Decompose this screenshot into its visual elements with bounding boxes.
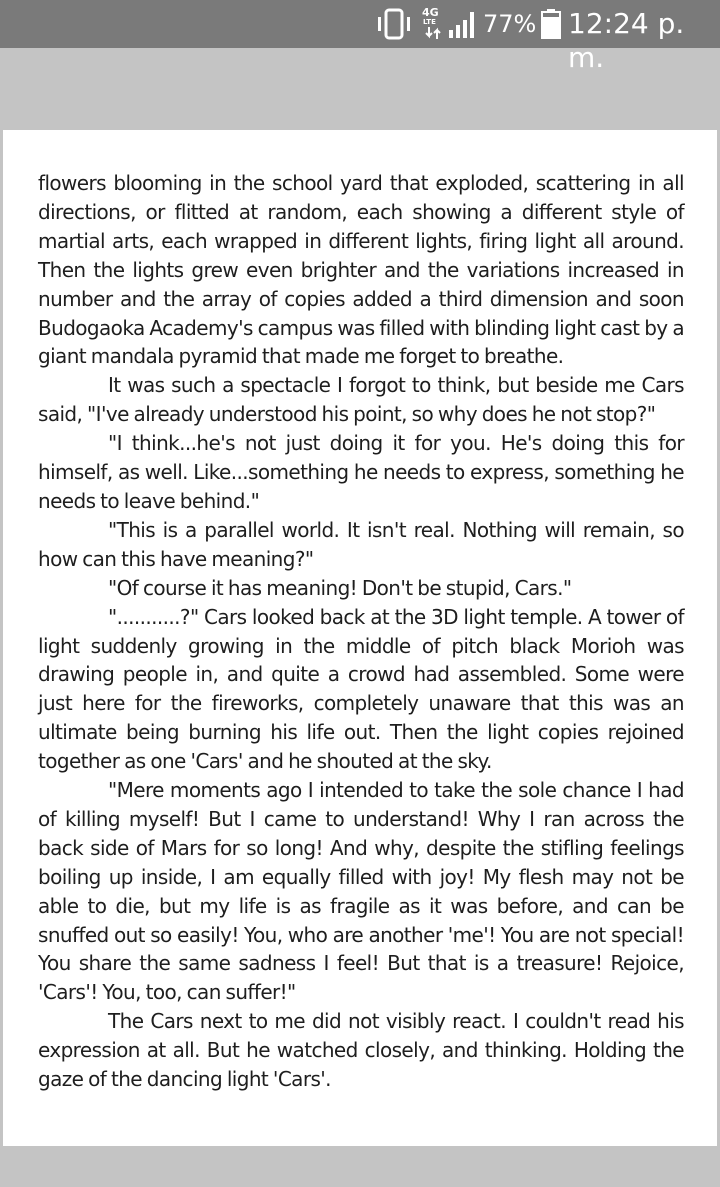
paragraph: "Mere moments ago I intended to take the sole chance I had of killing myself! But I came to understand! Why I ran across the back side of Mars for so long! And why, despite the stifling feelings boiling up inside, I am equally filled with joy! My flesh may not be able to die, but my life is as fragile as it was before, and can be snuffed out so easily! You, who are another 'me'! You are not special! You share the same sadness I feel! But that is a treasure! Rejoice, 'Cars'! You, too, can suffer!": [38, 778, 684, 1005]
status-bar: [0, 0, 720, 74]
clock: 12:24 p. m.: [568, 7, 685, 74]
vibrate-icon: [375, 8, 413, 40]
data-arrows-icon: [424, 27, 442, 39]
battery-icon: [541, 9, 561, 39]
network-sub: LTE: [423, 18, 436, 26]
document-page: [3, 130, 717, 1146]
paragraph: "...........?" Cars looked back at the 3D light temple. A tower of light suddenly growing in the middle of pitch black Morioh was drawing people in, and quite a crowd had assembled. Some were just here for the fireworks, completely unaware that this was an ultimate being burning his life out. Then the light copies rejoined together as one 'Cars' and he shouted at the sky.: [38, 604, 684, 774]
paragraph: flowers blooming in the school yard that exploded, scattering in all directions, or flitted at random, each showing a different style of martial arts, each wrapped in different lights, firing light all around. Then the lights grew even brighter and the variations increased in number and the array of copies added a third dimension and soon Budogaoka Academy's campus was filled with blinding light cast by a giant mandala pyramid that made me forget to breathe.: [38, 171, 684, 369]
paragraph: "Of course it has meaning! Don't be stupid, Cars.": [108, 575, 572, 600]
paragraph: It was such a spectacle I forgot to think, but beside me Cars said, "I've already understood his point, so why does he not stop?": [38, 373, 684, 427]
paragraph: "This is a parallel world. It isn't real. Nothing will remain, so how can this have meaning?": [38, 517, 684, 571]
page-text: [38, 169, 684, 1094]
network-4g-lte-icon: [420, 7, 446, 41]
battery-percent: 77%: [483, 10, 537, 38]
paragraph: The Cars next to me did not visibly react. I couldn't read his expression at all. But he watched closely, and thinking. Holding the gaze of the dancing light 'Cars'.: [38, 1009, 684, 1092]
paragraph: "I think...he's not just doing it for you. He's doing this for himself, as well. Like...something he needs to express, something he needs to leave behind.": [38, 431, 684, 513]
network-type: 4G: [422, 6, 439, 19]
signal-icon: [448, 10, 478, 38]
